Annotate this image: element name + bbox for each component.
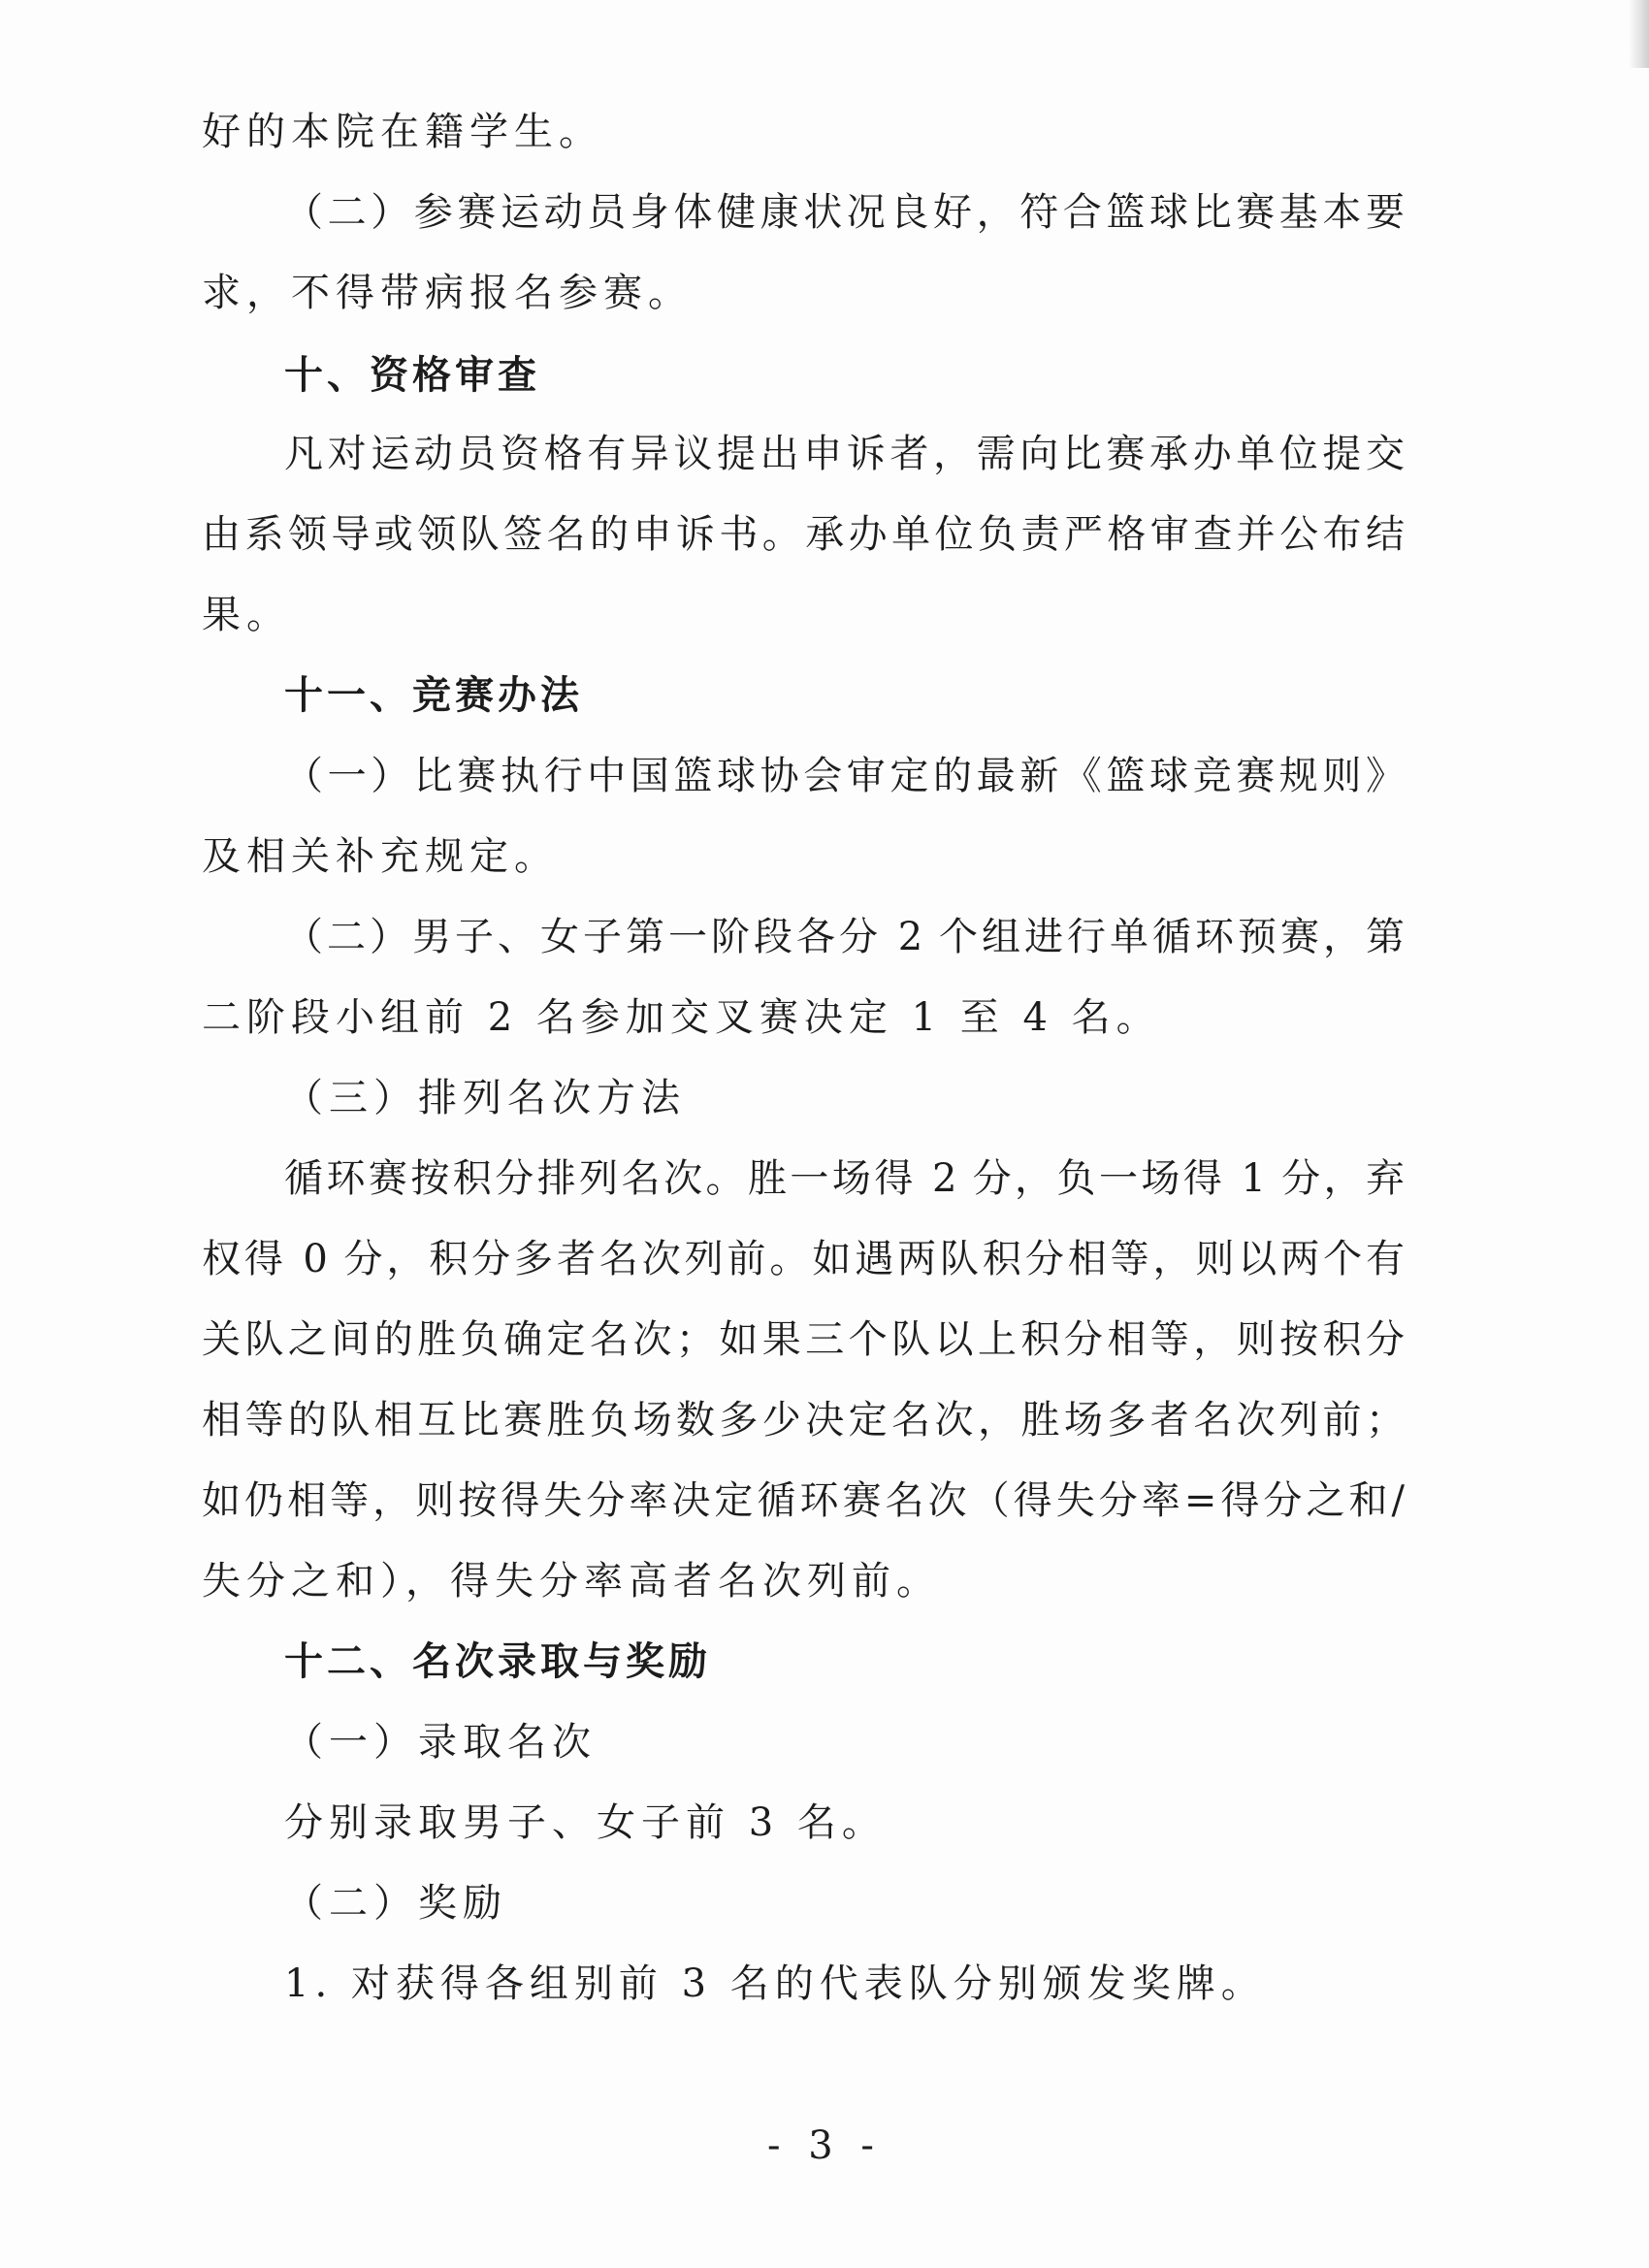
paragraph-line: （二）参赛运动员身体健康状况良好，符合篮球比赛基本要 xyxy=(284,190,1405,235)
paragraph-line: 权得 0 分，积分多者名次列前。如遇两队积分相等，则以两个有 xyxy=(202,1237,1405,1281)
paragraph-line: 关队之间的胜负确定名次；如果三个队以上积分相等，则按积分 xyxy=(202,1317,1405,1362)
paragraph-line: （三）排列名次方法 xyxy=(284,1076,686,1120)
paragraph-line: 循环赛按积分排列名次。胜一场得 2 分，负一场得 1 分，弃 xyxy=(284,1156,1405,1201)
scan-edge-mark xyxy=(1628,0,1649,68)
paragraph-line: 由系领导或领队签名的申诉书。承办单位负责严格审查并公布结 xyxy=(202,512,1405,557)
section-heading: 十、资格审查 xyxy=(284,353,540,398)
paragraph-line: 果。 xyxy=(202,593,291,637)
paragraph-line: 凡对运动员资格有异议提出申诉者，需向比赛承办单位提交 xyxy=(284,432,1405,476)
paragraph-line: 分别录取男子、女子前 3 名。 xyxy=(284,1800,887,1845)
paragraph-line: 好的本院在籍学生。 xyxy=(202,110,603,154)
paragraph-line: 二阶段小组前 2 名参加交叉赛决定 1 至 4 名。 xyxy=(202,995,1161,1040)
section-heading: 十一、竞赛办法 xyxy=(284,673,583,718)
section-heading: 十二、名次录取与奖励 xyxy=(284,1639,711,1684)
paragraph-line: 失分之和），得失分率高者名次列前。 xyxy=(202,1559,941,1604)
paragraph-line: 及相关补充规定。 xyxy=(202,834,559,879)
paragraph-line: （一）录取名次 xyxy=(284,1720,597,1765)
paragraph-line: 相等的队相互比赛胜负场数多少决定名次，胜场多者名次列前； xyxy=(202,1398,1405,1442)
page-number: - 3 - xyxy=(767,2123,882,2168)
paragraph-line: 求，不得带病报名参赛。 xyxy=(202,271,693,315)
paragraph-line: （二）男子、女子第一阶段各分 2 个组进行单循环预赛，第 xyxy=(284,915,1405,959)
paragraph-line: 1. 对获得各组别前 3 名的代表队分别颁发奖牌。 xyxy=(284,1961,1266,2006)
paragraph-line: 如仍相等，则按得失分率决定循环赛名次（得失分率=得分之和/ xyxy=(202,1478,1405,1523)
paragraph-line: （一）比赛执行中国篮球协会审定的最新《篮球竞赛规则》 xyxy=(284,754,1405,798)
paragraph-line: （二）奖励 xyxy=(284,1881,507,1926)
